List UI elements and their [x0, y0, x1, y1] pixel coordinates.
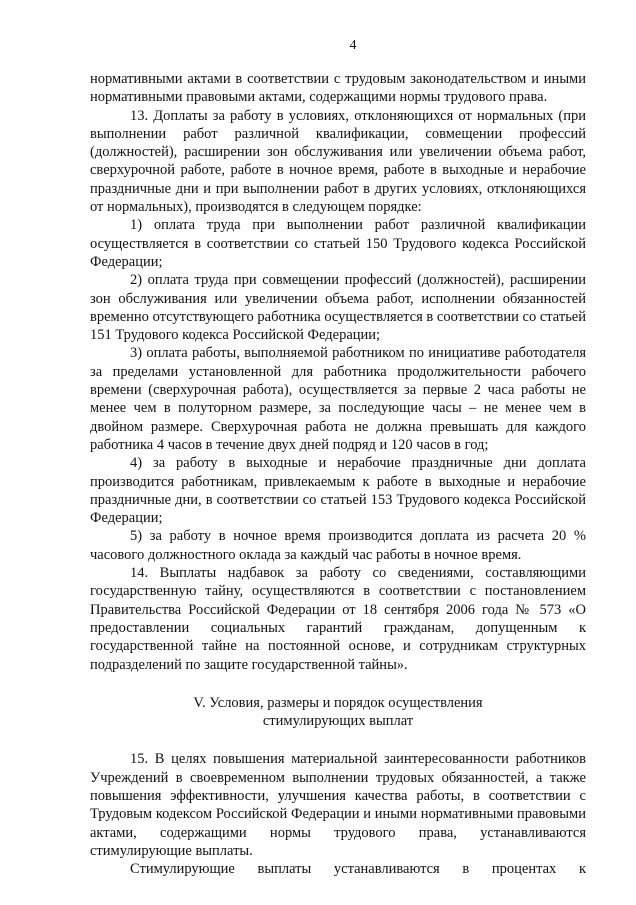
paragraph-continuation: нормативными актами в соответствии с трудовым законодательством и иными нормативными правовыми актами, содержащими нормы трудового права.: [90, 71, 586, 106]
paragraph-13-item-3: 3) оплата работы, выполняемой работником по инициативе работодателя за пределами установленной для работника продолжительности рабочего времени (сверхурочная работа), осуществляется за первые 2 часа работы не менее чем в полуторном размере, за последующие часы – не менее чем в двойном размере. Сверхурочная работа не должна превышать для каждого работника 4 часов в течение двух дней подряд и 120 часов в год;: [90, 345, 586, 453]
paragraph-13-item-4: 4) за работу в выходные и нерабочие праздничные дни доплата производится работникам, привлекаемым к работе в выходные и нерабочие праздничные дни, в соответствии со статьей 153 Трудового кодекса Российской Федерации;: [90, 455, 586, 527]
paragraph-16: Стимулирующие выплаты устанавливаются в процентах к: [130, 861, 586, 878]
paragraph-13-item-2: 2) оплата труда при совмещении профессий (должностей), расширении зон обслуживания или увеличении объема работ, исполнении обязанностей временно отсутствующего работника осуществляется в соответствии со статьей 151 Трудового кодекса Российской Федерации;: [90, 272, 586, 344]
document-body: [90, 70, 586, 878]
section-heading: [90, 694, 586, 731]
page-number: 4: [349, 38, 357, 53]
paragraph-15: 15. В целях повышения материальной заинтересованности работников Учреждений в своевременном выполнении трудовых обязанностей, а также повышения эффективности, улучшения качества работы, в соответствии с Трудовым кодексом Российской Федерации и иными нормативными правовыми актами, содержащими нормы трудового права, устанавливаются стимулирующие выплаты.: [90, 751, 586, 859]
paragraph-13-item-1: 1) оплата труда при выполнении работ различной квалификации осуществляется в соответствии со статьей 150 Трудового кодекса Российской Федерации;: [90, 217, 586, 270]
paragraph-13-item-5: 5) за работу в ночное время производится доплата из расчета 20 % часового должностного оклада за каждый час работы в ночное время.: [90, 528, 586, 563]
paragraph-14: 14. Выплаты надбавок за работу со сведениями, составляющими государственную тайну, осуществляются в соответствии с постановлением Правительства Российской Федерации от 18 сентября 2006 года № 573 «О предоставлении социальных гарантий гражданам, допущенным к государственной тайне на постоянной основе, и сотрудникам структурных подразделений по защите государственной тайны».: [90, 565, 586, 673]
section-heading-line-2: стимулирующих выплат: [262, 713, 414, 730]
section-heading-line-1: V. Условия, размеры и порядок осуществления: [193, 694, 483, 711]
paragraph-13: 13. Доплаты за работу в условиях, отклоняющихся от нормальных (при выполнении работ различной квалификации, совмещении профессий (должностей), расширении зон обслуживания или увеличении объема работ, сверхурочной работе, работе в ночное время, работе в выходные и нерабочие праздничные дни и при выполнении работ в других условиях, отклоняющихся от нормальных), производятся в следующем порядке:: [90, 107, 586, 216]
